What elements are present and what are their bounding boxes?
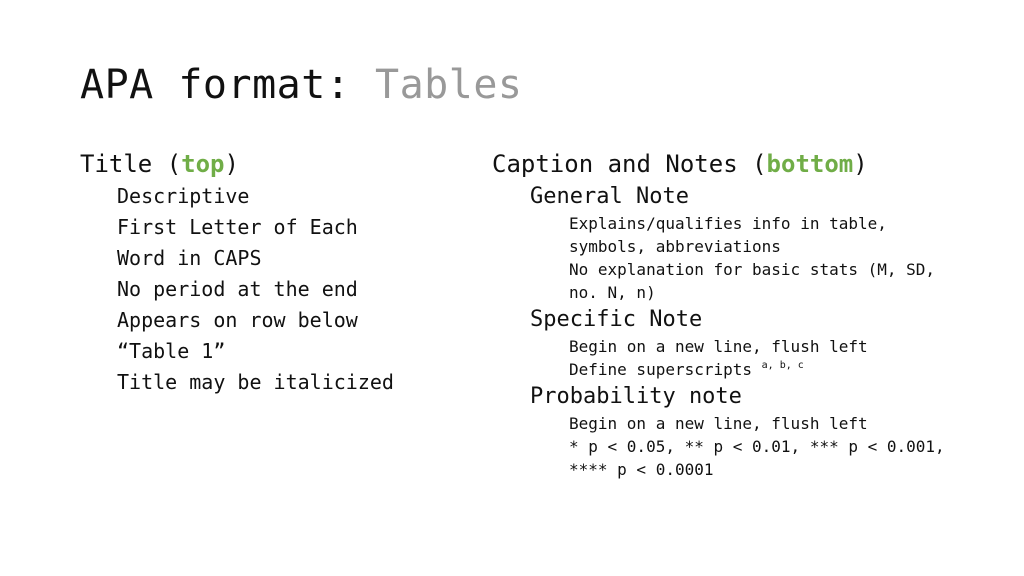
left-item: First Letter of Each xyxy=(117,215,358,239)
general-note-line: no. N, n) xyxy=(569,283,656,302)
probability-note-line: * p < 0.05, ** p < 0.01, *** p < 0.001, xyxy=(569,437,945,456)
left-item: “Table 1” xyxy=(117,339,226,363)
probability-note-label: Probability note xyxy=(530,384,742,409)
probability-note-line: **** p < 0.0001 xyxy=(569,460,714,479)
right-heading-prefix: Caption and Notes ( xyxy=(492,150,767,178)
right-heading-accent: bottom xyxy=(766,150,854,178)
general-note-label: General Note xyxy=(530,184,689,209)
left-item: No period at the end xyxy=(117,277,358,301)
left-heading-prefix: Title ( xyxy=(80,150,182,178)
specific-note-line-superscripts xyxy=(492,358,992,381)
slide-title xyxy=(80,58,523,112)
specific-note-label: Specific Note xyxy=(530,307,703,332)
superscripts: a, b, c xyxy=(761,360,804,371)
left-column xyxy=(80,148,480,398)
left-item: Descriptive xyxy=(117,184,250,208)
right-heading-suffix: ) xyxy=(853,150,868,178)
left-heading-suffix: ) xyxy=(224,150,239,178)
right-heading xyxy=(492,148,992,181)
left-item: Title may be italicized xyxy=(117,370,394,394)
probability-note-line: Begin on a new line, flush left xyxy=(569,414,868,433)
left-heading-accent: top xyxy=(181,150,225,178)
right-column xyxy=(492,148,992,481)
specific-note-line: Begin on a new line, flush left xyxy=(569,337,868,356)
left-item: Word in CAPS xyxy=(117,246,262,270)
general-note-line: Explains/qualifies info in table, xyxy=(569,214,887,233)
left-item: Appears on row below xyxy=(117,308,358,332)
general-note-line: symbols, abbreviations xyxy=(569,237,781,256)
specific-note-line-text: Define superscripts xyxy=(569,360,762,379)
left-heading xyxy=(80,148,480,181)
general-note-line: No explanation for basic stats (M, SD, xyxy=(569,260,936,279)
slide-title-sub: Tables xyxy=(375,62,523,108)
slide-title-main: APA format: xyxy=(80,62,351,108)
